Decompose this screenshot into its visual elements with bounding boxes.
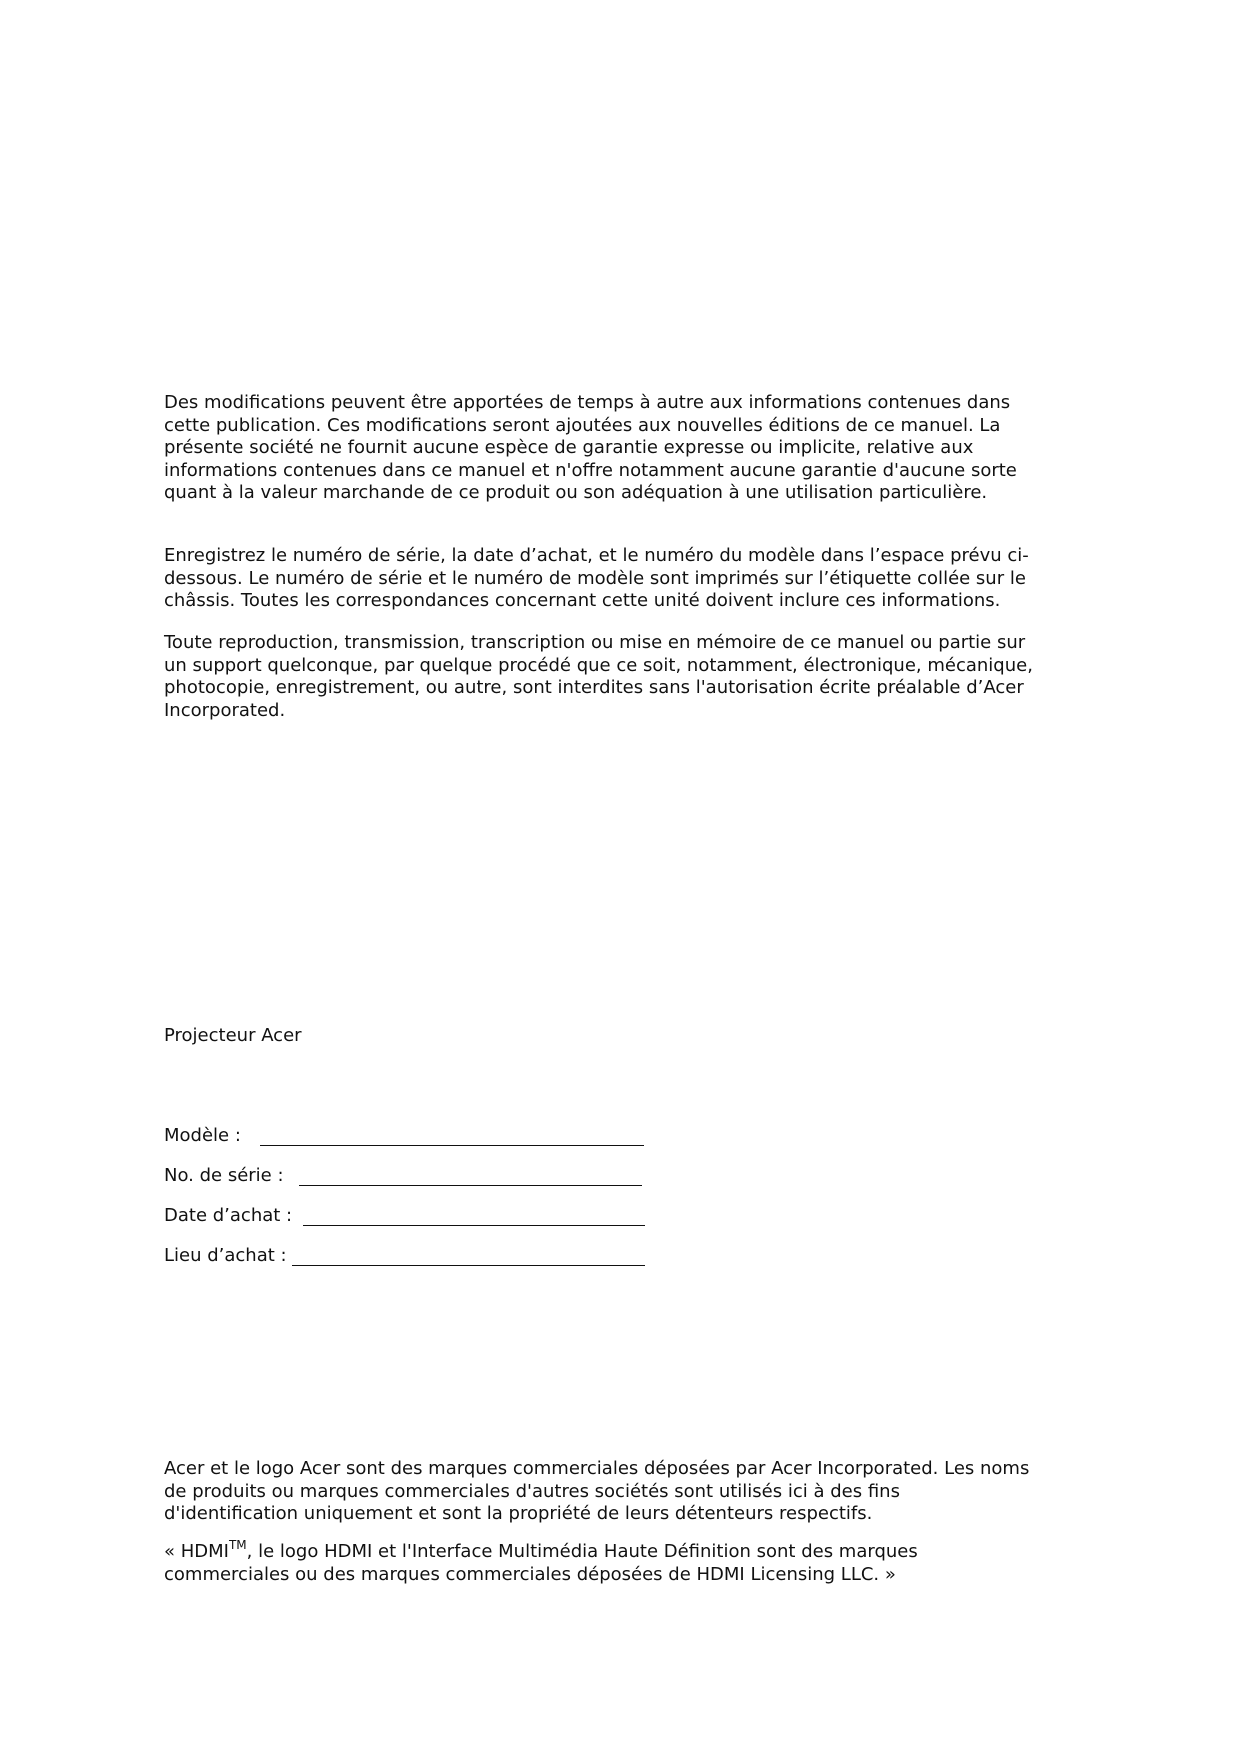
serial-field	[164, 1164, 764, 1204]
hdmi-prefix: « HDMI	[164, 1541, 229, 1562]
disclaimer-paragraph: Des modifications peuvent être apportées de temps à autre aux informations contenues dans cette publication. Ces modifications seront ajoutées aux nouvelles éditions de ce manuel. La présente société ne fournit aucune espèce de garantie expresse ou implicite, relative aux informations contenues dans ce manuel et n'offre notamment aucune garantie d'aucune sorte quant à la valeur marchande de ce produit ou son adéquation à une utilisation particulière.	[164, 392, 1017, 504]
purchase-place-label: Lieu d’achat :	[164, 1245, 287, 1266]
purchase-date-blank-line	[303, 1225, 645, 1226]
hdmi-suffix: , le logo HDMI et l'Interface Multimédia Haute Définition sont des marques commerciales ou des marques commerciales déposées de HDMI Licensing LLC. »	[164, 1541, 918, 1585]
trademark-paragraph: Acer et le logo Acer sont des marques commerciales déposées par Acer Incorporated. Les noms de produits ou marques commerciales d'autres sociétés sont utilisés ici à des fins d'identification uniquement et sont la propriété de leurs détenteurs respectifs.	[164, 1458, 1030, 1525]
registration-paragraph: Enregistrez le numéro de série, la date d’achat, et le numéro du modèle dans l’espace prévu ci-dessous. Le numéro de série et le numéro de modèle sont imprimés sur l’étiquette collée sur le châssis. Toutes les correspondances concernant cette unité doivent inclure ces informations.	[164, 545, 1029, 612]
purchase-place-blank-line	[292, 1265, 645, 1266]
copyright-paragraph: Toute reproduction, transmission, transcription ou mise en mémoire de ce manuel ou partie sur un support quelconque, par quelque procédé que ce soit, notamment, électronique, mécanique, photocopie, enregistrement, ou autre, sont interdites sans l'autorisation écrite préalable d’Acer Incorporated.	[164, 632, 1033, 721]
purchase-place-field	[164, 1244, 764, 1284]
registration-form	[164, 1124, 764, 1284]
serial-label: No. de série :	[164, 1165, 284, 1186]
model-blank-line	[260, 1145, 644, 1146]
trademark-symbol: TM	[228, 1538, 247, 1552]
purchase-date-field	[164, 1204, 764, 1244]
model-field	[164, 1124, 764, 1164]
model-label: Modèle :	[164, 1125, 241, 1146]
serial-blank-line	[299, 1185, 642, 1186]
hdmi-paragraph	[164, 1538, 1034, 1586]
purchase-date-label: Date d’achat :	[164, 1205, 293, 1226]
product-name: Projecteur Acer	[164, 1025, 302, 1046]
